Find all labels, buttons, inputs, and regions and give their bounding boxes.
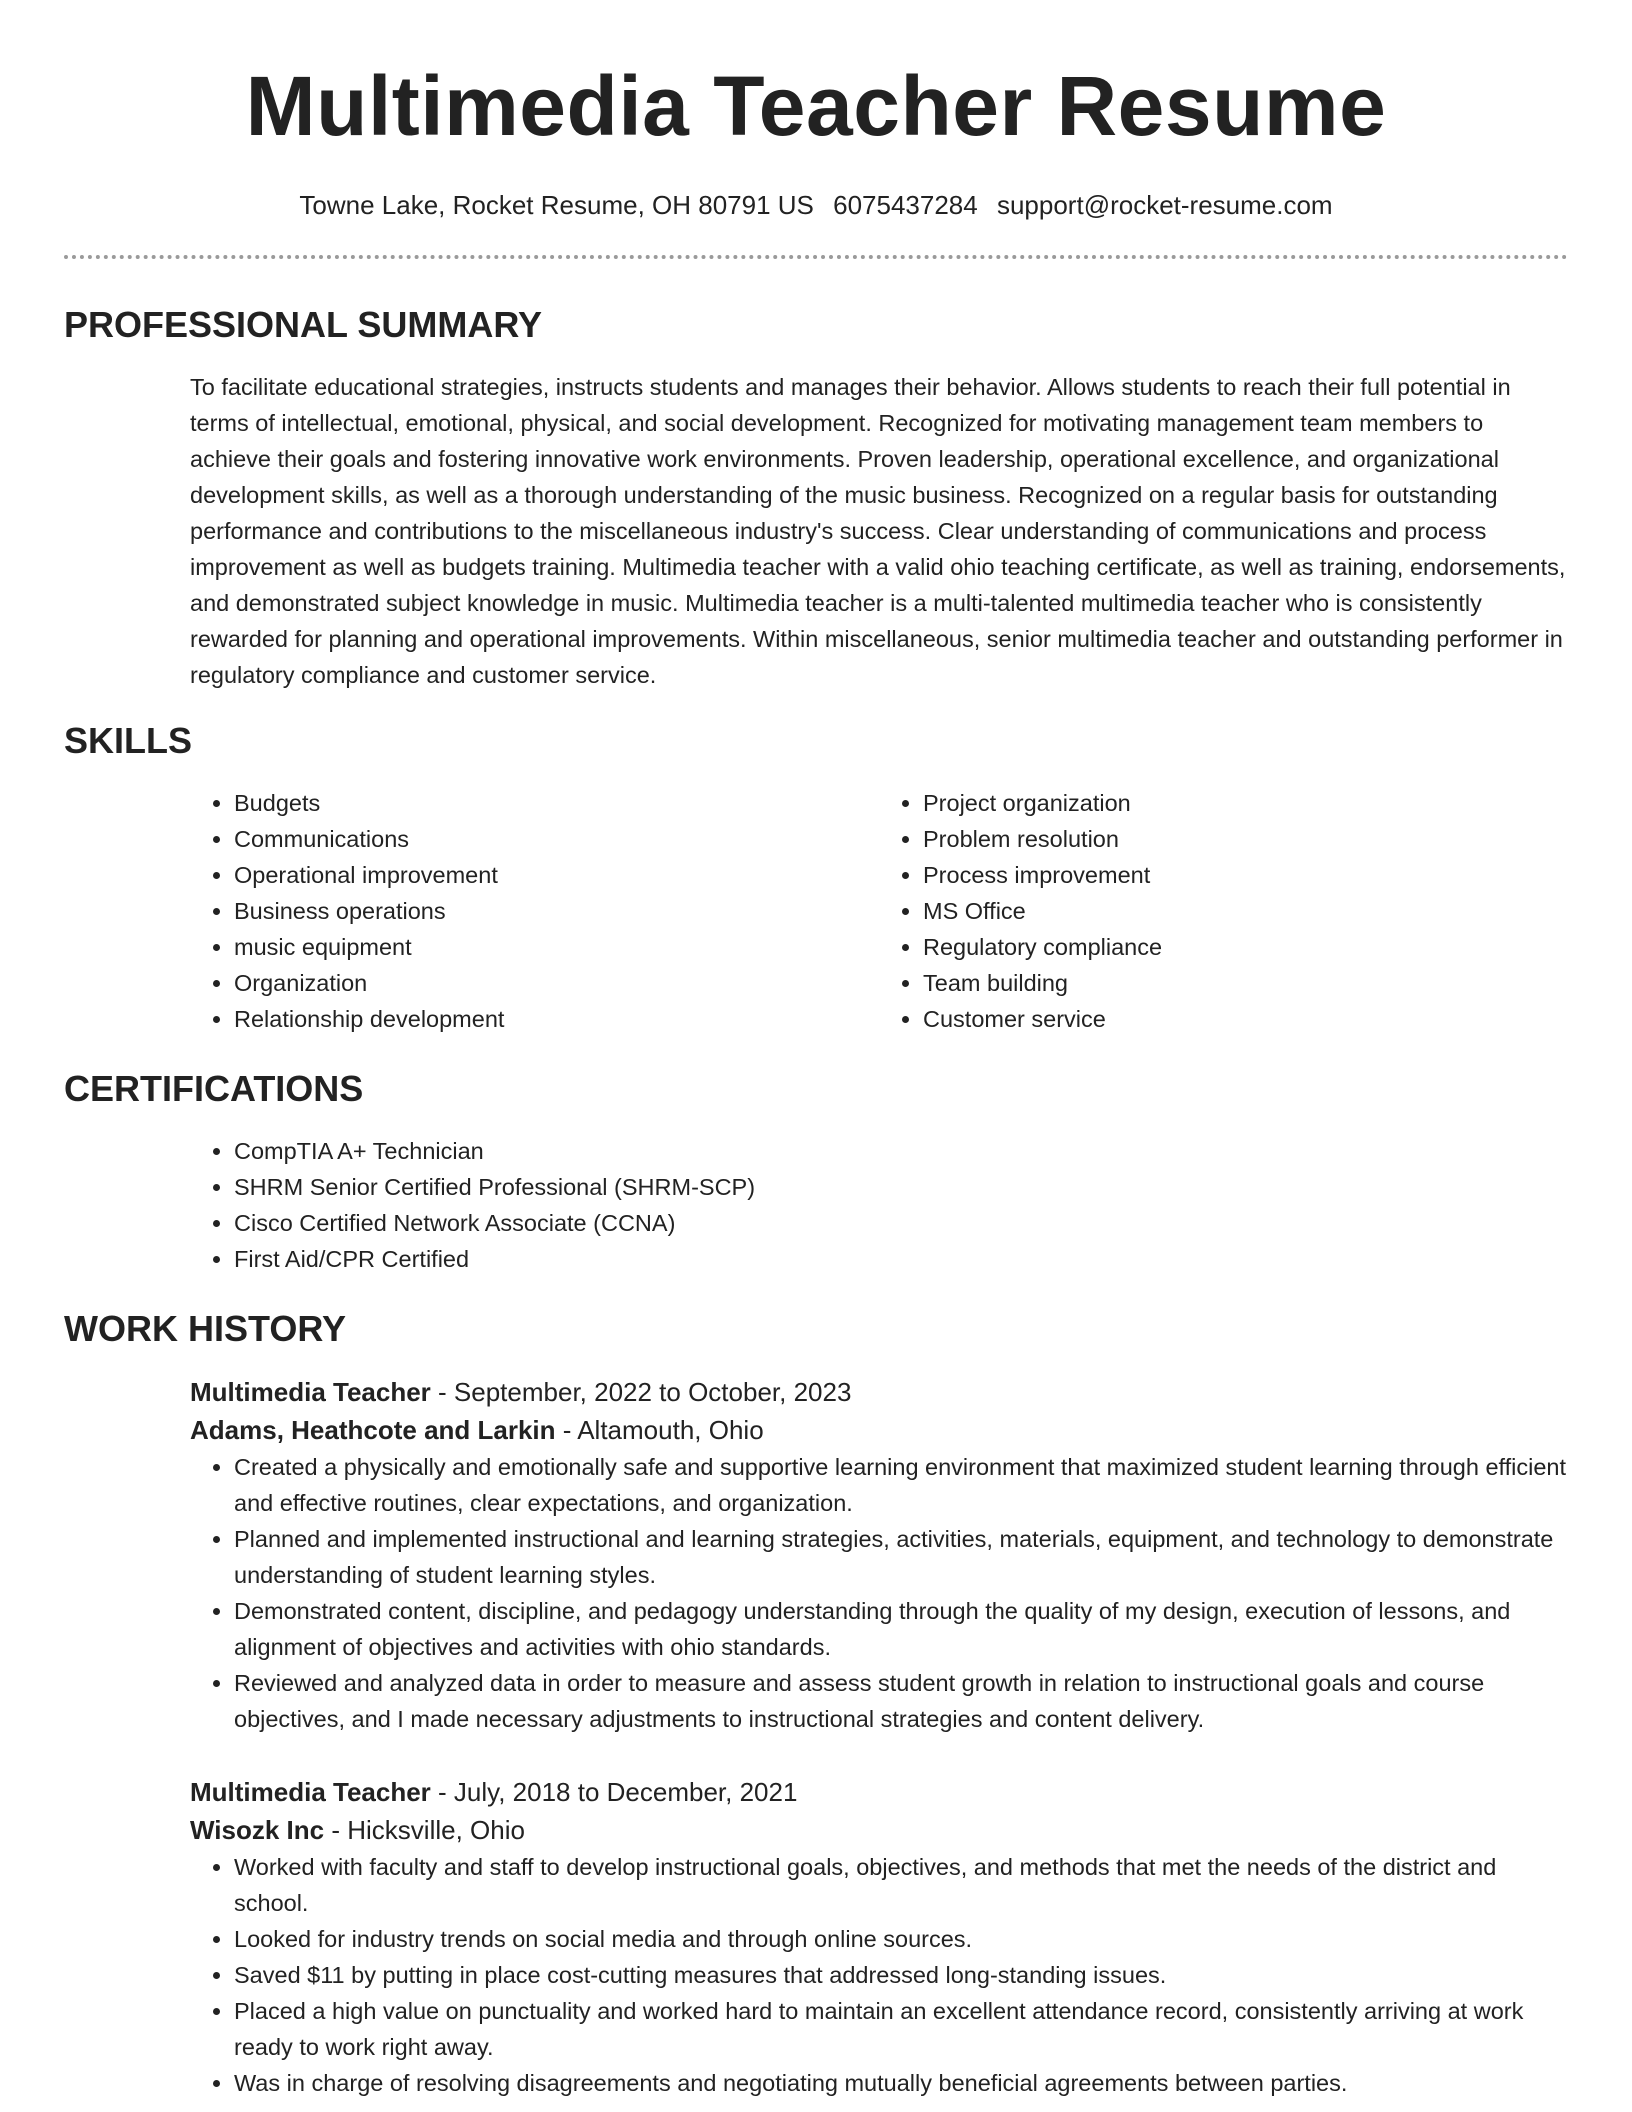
certifications-heading: CERTIFICATIONS [64,1068,364,1109]
skills-columns [190,785,1568,1037]
skills-list-left [190,785,879,1037]
job-bullets [190,1449,1568,1737]
resume-title: Multimedia Teacher Resume [245,59,1387,153]
work-history-section [64,1307,1568,2101]
job-title: Multimedia Teacher [190,1777,431,1807]
skill-item: • music equipment [234,929,879,965]
job-title: Multimedia Teacher [190,1377,431,1407]
job-title-line [190,1773,1568,1811]
resume-page [64,0,1568,2101]
skills-section [64,719,1568,1037]
job-location: - Hicksville, Ohio [324,1815,525,1845]
skill-item: • MS Office [923,893,1568,929]
certifications-list [190,1133,1568,1277]
skill-item: • Customer service [923,1001,1568,1037]
summary-heading: PROFESSIONAL SUMMARY [64,304,543,345]
contact-address: Towne Lake, Rocket Resume, OH 80791 US [299,190,814,220]
contact-email: support@rocket-resume.com [996,190,1333,220]
contact-line [64,188,1568,222]
summary-text: To facilitate educational strategies, instructs students and manages their behavior. Allows students to reach their full potential in terms of intellectual, emotional, physical, and social development. Recognized for motivating management team members to achieve their goals and fostering innovative work environments. Proven leadership, operational excellence, and organizational development skills, as well as a thorough understanding of the music business. Recognized on a regular basis for outstanding performance and contributions to the miscellaneous industry's success. Clear understanding of communications and process improvement as well as budgets training. Multimedia teacher with a valid ohio teaching certificate, as well as training, endorsements, and demonstrated subject knowledge in music. Multimedia teacher is a multi-talented multimedia teacher who is consistently rewarded for planning and operational improvements. Within miscellaneous, senior multimedia teacher and outstanding performer in regulatory compliance and customer service. [190,374,1566,688]
job-company-line [190,1411,1568,1449]
work-history-heading: WORK HISTORY [64,1308,347,1349]
job-bullet: • Saved $11 by putting in place cost-cutting measures that addressed long-standing issues. [234,1957,1568,1993]
certifications-section [64,1067,1568,1277]
skills-list-right [879,785,1568,1037]
certification-item: • Cisco Certified Network Associate (CCNA) [234,1205,1568,1241]
certification-item: • CompTIA A+ Technician [234,1133,1568,1169]
job-bullet: • Created a physically and emotionally safe and supportive learning environment that maximized student learning through efficient and effective routines, clear expectations, and organization. [234,1449,1568,1521]
certification-item: • SHRM Senior Certified Professional (SHRM-SCP) [234,1169,1568,1205]
certifications-list-wrap [190,1133,1568,1277]
job-location: - Altamouth, Ohio [555,1415,764,1445]
job-bullet: • Planned and implemented instructional and learning strategies, activities, materials, equipment, and technology to demonstrate understanding of student learning styles. [234,1521,1568,1593]
skill-item: • Project organization [923,785,1568,821]
job-company-line [190,1811,1568,1849]
job-entry [190,1373,1568,1737]
job-bullet: • Reviewed and analyzed data in order to measure and assess student growth in relation to instructional goals and course objectives, and I made necessary adjustments to instructional strategies and content delivery. [234,1665,1568,1737]
skill-item: • Relationship development [234,1001,879,1037]
skill-item: • Team building [923,965,1568,1001]
skill-item: • Budgets [234,785,879,821]
skill-item: • Process improvement [923,857,1568,893]
summary-section [64,303,1568,693]
job-bullet: • Placed a high value on punctuality and worked hard to maintain an excellent attendance record, consistently arriving at work ready to work right away. [234,1993,1568,2065]
skill-item: • Regulatory compliance [923,929,1568,965]
job-bullet: • Worked with faculty and staff to develop instructional goals, objectives, and methods that met the needs of the district and school. [234,1849,1568,1921]
job-dates: - July, 2018 to December, 2021 [430,1777,798,1807]
job-bullet: • Demonstrated content, discipline, and pedagogy understanding through the quality of my design, execution of lessons, and alignment of objectives and activities with ohio standards. [234,1593,1568,1665]
job-company: Wisozk Inc [190,1815,325,1845]
skill-item: • Organization [234,965,879,1001]
contact-phone: 6075437284 [833,190,978,220]
job-bullets [190,1849,1568,2101]
job-entry [190,1773,1568,2101]
certification-item: • First Aid/CPR Certified [234,1241,1568,1277]
skill-item: • Business operations [234,893,879,929]
job-title-line [190,1373,1568,1411]
job-bullet: • Was in charge of resolving disagreements and negotiating mutually beneficial agreements between parties. [234,2065,1568,2101]
header-divider [64,255,1568,259]
job-company: Adams, Heathcote and Larkin [190,1415,556,1445]
job-dates: - September, 2022 to October, 2023 [430,1377,852,1407]
skill-item: • Communications [234,821,879,857]
skill-item: • Operational improvement [234,857,879,893]
skill-item: • Problem resolution [923,821,1568,857]
job-bullet: • Looked for industry trends on social media and through online sources. [234,1921,1568,1957]
skills-heading: SKILLS [64,720,193,761]
